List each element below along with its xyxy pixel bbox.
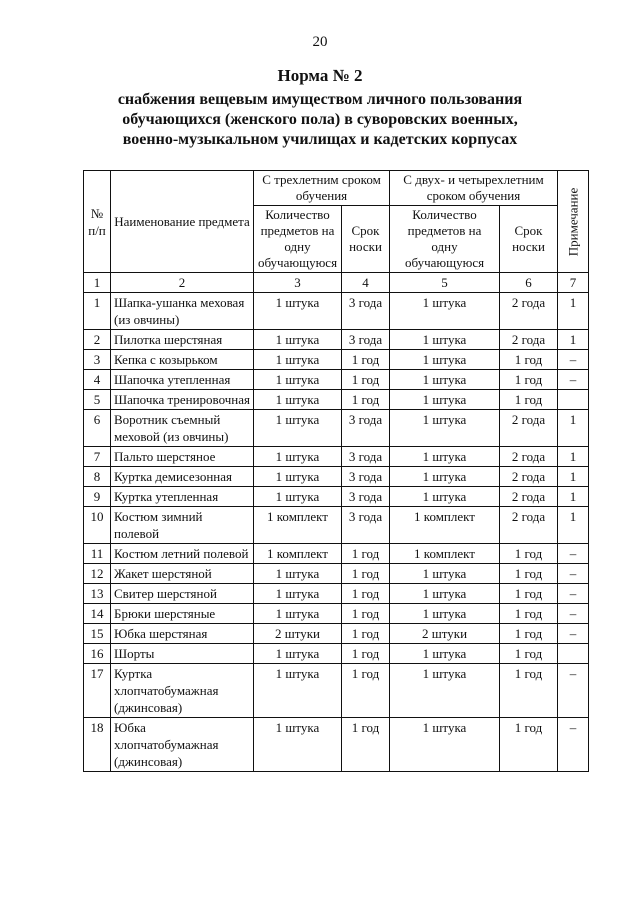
table-row — [84, 718, 589, 772]
term-3yr: 1 год — [342, 544, 390, 564]
qty-2-4yr: 1 штука — [390, 447, 500, 467]
term-3yr: 1 год — [342, 624, 390, 644]
subtitle-line: обучающихся (женского пола) в суворовских военных, — [122, 111, 518, 128]
term-2-4yr: 2 года — [500, 507, 558, 544]
row-number: 5 — [84, 390, 111, 410]
item-name: Шапочка тренировочная — [111, 390, 254, 410]
table-row — [84, 467, 589, 487]
note: 1 — [558, 293, 589, 330]
table-row — [84, 487, 589, 507]
page-number: 20 — [312, 34, 328, 50]
header-group-3yr: С трехлетним сроком обучения — [254, 171, 390, 206]
table-row — [84, 507, 589, 544]
item-name: Свитер шерстяной — [111, 584, 254, 604]
row-number: 16 — [84, 644, 111, 664]
table-row — [84, 604, 589, 624]
term-3yr: 3 года — [342, 447, 390, 467]
table-row — [84, 564, 589, 584]
qty-3yr: 1 штука — [254, 293, 342, 330]
qty-2-4yr: 2 штуки — [390, 624, 500, 644]
term-2-4yr: 1 год — [500, 584, 558, 604]
row-number: 11 — [84, 544, 111, 564]
term-3yr: 1 год — [342, 584, 390, 604]
row-number: 12 — [84, 564, 111, 584]
item-name: Костюм зимний полевой — [111, 507, 254, 544]
qty-3yr: 1 штука — [254, 584, 342, 604]
qty-2-4yr: 1 штука — [390, 410, 500, 447]
row-number: 9 — [84, 487, 111, 507]
row-number: 15 — [84, 624, 111, 644]
item-name: Пилотка шерстяная — [111, 330, 254, 350]
row-number: 13 — [84, 584, 111, 604]
item-name: Шапка-ушанка меховая (из овчины) — [111, 293, 254, 330]
term-2-4yr: 1 год — [500, 604, 558, 624]
note: – — [558, 544, 589, 564]
term-3yr: 1 год — [342, 718, 390, 772]
header-qty-3yr: Количество предметов на одну обучающуюся — [254, 206, 342, 273]
note: – — [558, 564, 589, 584]
row-number: 14 — [84, 604, 111, 624]
qty-3yr: 1 штука — [254, 664, 342, 718]
note: – — [558, 718, 589, 772]
table-row — [84, 410, 589, 447]
note: 1 — [558, 447, 589, 467]
qty-2-4yr: 1 штука — [390, 370, 500, 390]
column-number: 5 — [390, 273, 500, 293]
row-number: 4 — [84, 370, 111, 390]
table-row — [84, 350, 589, 370]
table-row — [84, 330, 589, 350]
table-row — [84, 293, 589, 330]
note: 1 — [558, 467, 589, 487]
subtitle-line: военно-музыкальном училищах и кадетских корпусах — [122, 131, 518, 148]
term-2-4yr: 2 года — [500, 447, 558, 467]
table-row — [84, 390, 589, 410]
row-number: 3 — [84, 350, 111, 370]
term-3yr: 1 год — [342, 370, 390, 390]
qty-3yr: 1 штука — [254, 487, 342, 507]
table-row — [84, 370, 589, 390]
term-3yr: 1 год — [342, 604, 390, 624]
term-3yr: 3 года — [342, 293, 390, 330]
term-3yr: 3 года — [342, 467, 390, 487]
qty-2-4yr: 1 штука — [390, 718, 500, 772]
note: – — [558, 664, 589, 718]
term-3yr: 1 год — [342, 564, 390, 584]
note: – — [558, 350, 589, 370]
qty-2-4yr: 1 штука — [390, 584, 500, 604]
item-name: Куртка утепленная — [111, 487, 254, 507]
qty-2-4yr: 1 штука — [390, 487, 500, 507]
term-2-4yr: 1 год — [500, 350, 558, 370]
term-2-4yr: 1 год — [500, 370, 558, 390]
term-3yr: 3 года — [342, 507, 390, 544]
document-title: Норма № 2 — [277, 66, 363, 85]
row-number: 10 — [84, 507, 111, 544]
item-name: Пальто шерстяное — [111, 447, 254, 467]
note: 1 — [558, 487, 589, 507]
item-name: Костюм летний полевой — [111, 544, 254, 564]
row-number: 8 — [84, 467, 111, 487]
header-group-2-4yr: С двух- и четырехлетним сроком обучения — [390, 171, 558, 206]
item-name: Кепка с козырьком — [111, 350, 254, 370]
qty-3yr: 1 комплект — [254, 507, 342, 544]
row-number: 2 — [84, 330, 111, 350]
subtitle-line: снабжения вещевым имуществом личного пользования — [117, 91, 523, 108]
column-number: 1 — [84, 273, 111, 293]
column-number: 7 — [558, 273, 589, 293]
qty-2-4yr: 1 комплект — [390, 544, 500, 564]
header-qty-2-4yr: Количество предметов на одну обучающуюся — [390, 206, 500, 273]
table-row — [84, 447, 589, 467]
term-3yr: 3 года — [342, 487, 390, 507]
note: – — [558, 604, 589, 624]
item-name: Шапочка утепленная — [111, 370, 254, 390]
qty-2-4yr: 1 штука — [390, 644, 500, 664]
term-2-4yr: 1 год — [500, 664, 558, 718]
item-name: Юбка шерстяная — [111, 624, 254, 644]
item-name: Воротник съемный меховой (из овчины) — [111, 410, 254, 447]
qty-2-4yr: 1 штука — [390, 564, 500, 584]
note: 1 — [558, 507, 589, 544]
term-2-4yr: 2 года — [500, 330, 558, 350]
item-name: Куртка хлопчатобумажная (джинсовая) — [111, 664, 254, 718]
term-3yr: 1 год — [342, 664, 390, 718]
column-number: 6 — [500, 273, 558, 293]
header-name: Наименование предмета — [111, 171, 254, 273]
header-term-3yr: Срок носки — [342, 206, 390, 273]
qty-3yr: 1 штука — [254, 390, 342, 410]
supply-norm-table — [83, 170, 589, 772]
table-body — [84, 293, 589, 772]
note: – — [558, 370, 589, 390]
term-2-4yr: 1 год — [500, 544, 558, 564]
qty-3yr: 1 штука — [254, 467, 342, 487]
header-term-2-4yr: Срок носки — [500, 206, 558, 273]
qty-3yr: 1 штука — [254, 410, 342, 447]
item-name: Жакет шерстяной — [111, 564, 254, 584]
term-2-4yr: 1 год — [500, 624, 558, 644]
qty-2-4yr: 1 комплект — [390, 507, 500, 544]
column-number: 3 — [254, 273, 342, 293]
row-number: 6 — [84, 410, 111, 447]
qty-3yr: 1 штука — [254, 564, 342, 584]
table-row — [84, 644, 589, 664]
qty-3yr: 1 штука — [254, 330, 342, 350]
qty-3yr: 1 штука — [254, 604, 342, 624]
item-name: Шорты — [111, 644, 254, 664]
term-2-4yr: 1 год — [500, 644, 558, 664]
term-3yr: 3 года — [342, 410, 390, 447]
table-row — [84, 584, 589, 604]
term-2-4yr: 2 года — [500, 410, 558, 447]
term-3yr: 3 года — [342, 330, 390, 350]
term-2-4yr: 2 года — [500, 467, 558, 487]
table-row — [84, 544, 589, 564]
term-3yr: 1 год — [342, 350, 390, 370]
column-number-row — [84, 273, 589, 293]
qty-2-4yr: 1 штука — [390, 293, 500, 330]
header-note-text: Примечание — [565, 187, 581, 256]
note — [558, 390, 589, 410]
qty-3yr: 1 штука — [254, 718, 342, 772]
term-2-4yr: 1 год — [500, 718, 558, 772]
item-name: Брюки шерстяные — [111, 604, 254, 624]
term-3yr: 1 год — [342, 390, 390, 410]
table-row — [84, 664, 589, 718]
term-2-4yr: 1 год — [500, 564, 558, 584]
qty-2-4yr: 1 штука — [390, 330, 500, 350]
header-note — [558, 171, 589, 273]
qty-3yr: 1 штука — [254, 350, 342, 370]
term-2-4yr: 2 года — [500, 487, 558, 507]
qty-3yr: 1 штука — [254, 370, 342, 390]
note: – — [558, 584, 589, 604]
row-number: 1 — [84, 293, 111, 330]
row-number: 18 — [84, 718, 111, 772]
header-num: № п/п — [84, 171, 111, 273]
qty-2-4yr: 1 штука — [390, 350, 500, 370]
column-number: 2 — [111, 273, 254, 293]
term-2-4yr: 2 года — [500, 293, 558, 330]
qty-3yr: 1 комплект — [254, 544, 342, 564]
item-name: Куртка демисезонная — [111, 467, 254, 487]
row-number: 7 — [84, 447, 111, 467]
term-3yr: 1 год — [342, 644, 390, 664]
note: 1 — [558, 330, 589, 350]
note — [558, 644, 589, 664]
qty-3yr: 1 штука — [254, 447, 342, 467]
note: – — [558, 624, 589, 644]
qty-3yr: 2 штуки — [254, 624, 342, 644]
qty-2-4yr: 1 штука — [390, 467, 500, 487]
note: 1 — [558, 410, 589, 447]
row-number: 17 — [84, 664, 111, 718]
qty-3yr: 1 штука — [254, 644, 342, 664]
column-number: 4 — [342, 273, 390, 293]
table-row — [84, 624, 589, 644]
item-name: Юбка хлопчатобумажная (джинсовая) — [111, 718, 254, 772]
qty-2-4yr: 1 штука — [390, 604, 500, 624]
qty-2-4yr: 1 штука — [390, 664, 500, 718]
qty-2-4yr: 1 штука — [390, 390, 500, 410]
term-2-4yr: 1 год — [500, 390, 558, 410]
document-subtitle — [60, 90, 580, 150]
